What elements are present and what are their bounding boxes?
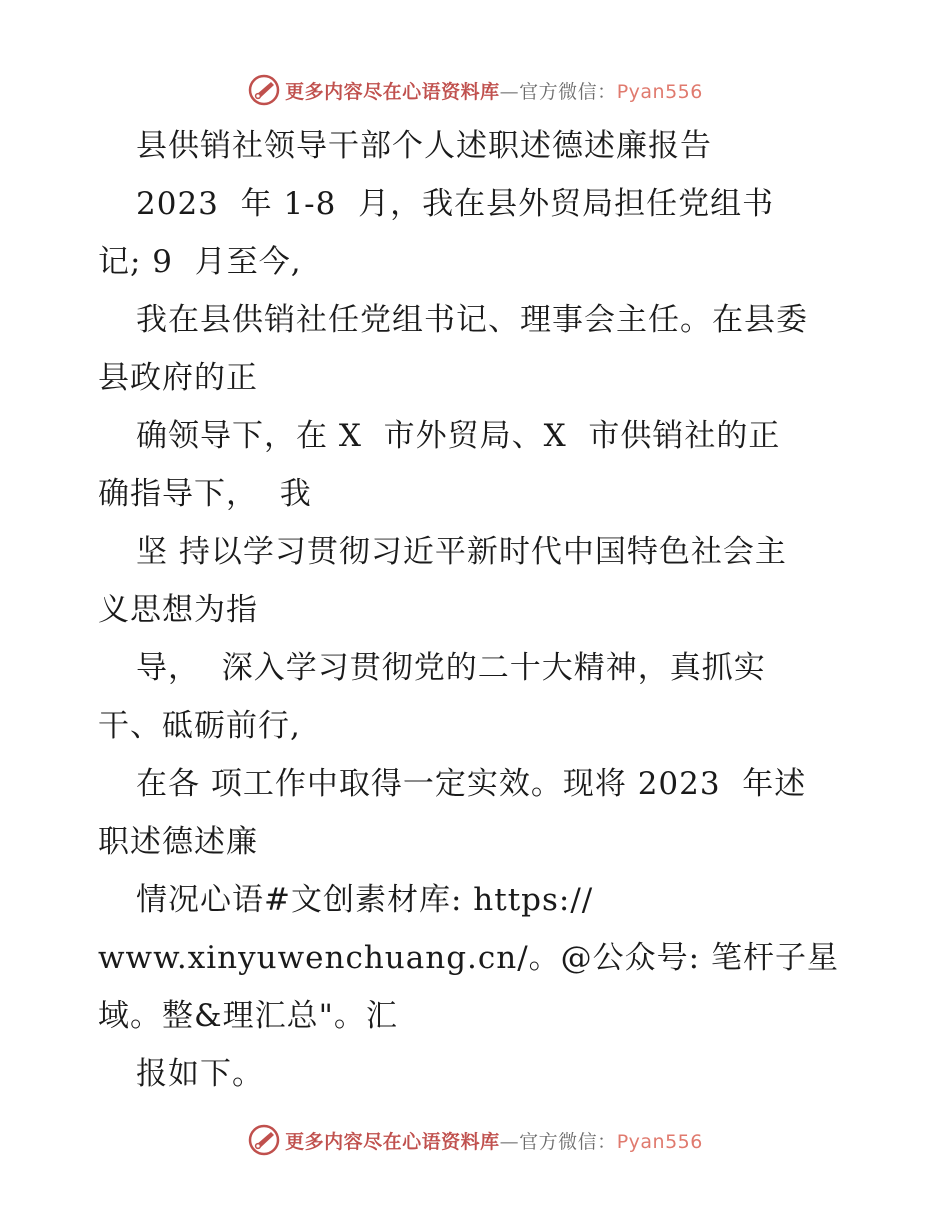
logo-icon <box>247 73 281 107</box>
paragraph-line: 记; 9 月至今, <box>98 244 302 280</box>
banner-wechat-id: Pyan556 <box>616 1130 703 1153</box>
paragraph-line: 坚 持以学习贯彻习近平新时代中国特色社会主 <box>136 534 787 570</box>
paragraph-line: 报如下。 <box>136 1056 264 1092</box>
paragraph-line: 县政府的正 <box>98 360 258 396</box>
paragraph-line: 导， 深入学习贯彻党的二十大精神，真抓实 <box>136 650 766 686</box>
paragraph-line: 情况心语#文创素材库: https:// <box>136 882 594 918</box>
banner-label: 官方微信： <box>519 80 617 103</box>
logo-icon <box>247 1123 281 1157</box>
banner-main-text: 更多内容尽在心语资料库 <box>285 80 500 103</box>
banner-text <box>285 1127 703 1154</box>
banner-main-text: 更多内容尽在心语资料库 <box>285 1130 500 1153</box>
paragraph-line: 2023 年 1-8 月，我在县外贸局担任党组书 <box>136 186 775 222</box>
paragraph-line: 职述德述廉 <box>98 824 258 860</box>
header-banner <box>0 70 950 110</box>
banner-text <box>285 77 703 104</box>
paragraph-line: 确指导下， 我 <box>98 476 312 512</box>
paragraph-line: www.xinyuwenchuang.cn/。@公众号: 笔杆子星 <box>98 940 839 976</box>
banner-wechat-id: Pyan556 <box>616 80 703 103</box>
footer-banner <box>0 1120 950 1160</box>
paragraph-line: 我在县供销社任党组书记、理事会主任。在县委 <box>136 302 808 338</box>
paragraph-line: 干、砥砺前行, <box>98 708 301 744</box>
banner-label: 官方微信： <box>519 1130 617 1153</box>
banner-separator: — <box>499 1130 520 1153</box>
paragraph-line: 义思想为指 <box>98 592 258 628</box>
banner-separator: — <box>499 80 520 103</box>
paragraph-line: 域。整&理汇总"。汇 <box>98 998 398 1034</box>
document-title: 县供销社领导干部个人述职述德述廉报告 <box>136 128 712 164</box>
paragraph-line: 在各 项工作中取得一定实效。现将 2023 年述 <box>136 766 807 802</box>
paragraph-line: 确领导下，在 X 市外贸局、X 市供销社的正 <box>136 418 781 454</box>
